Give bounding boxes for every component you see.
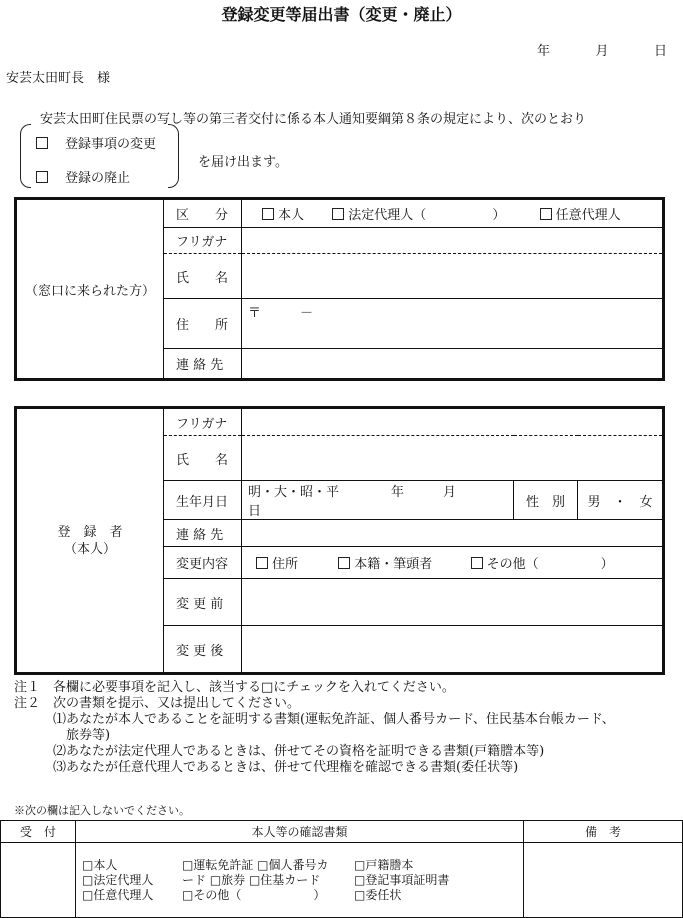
office-header-remarks: 備 考	[524, 821, 683, 843]
date-month: 月	[595, 44, 609, 59]
office-list-person: □本人 □法定代理人 □任意代理人	[82, 857, 154, 902]
checkbox-abolish[interactable]	[36, 171, 48, 183]
date-line	[537, 40, 667, 59]
checkbox-change[interactable]	[36, 137, 48, 149]
note-line: ⑶あなたが任意代理人であるときは、併せて代理権を確認できる書類(委任状等)	[14, 760, 519, 775]
note-line: 注１ 各欄に必要事項を記入し、該当する□にチェックを入れてください。	[14, 680, 455, 695]
checkbox-legal-agent[interactable]	[332, 208, 344, 220]
registrant-section	[16, 408, 164, 674]
note-line: 注２ 次の書類を提示、又は提出してください。	[14, 696, 301, 711]
note-line: ⑴あなたが本人であることを証明する書類(運転免許証、個人番号カード、住民基本台帳カード、	[14, 712, 615, 727]
registrant-furigana-label: フリガナ	[164, 408, 242, 436]
visitor-furigana-field[interactable]	[242, 228, 664, 254]
form-title: 登録変更等届出書（変更・廃止）	[221, 5, 462, 24]
registrant-name-field[interactable]	[242, 436, 664, 481]
visitor-name-field[interactable]	[242, 254, 664, 299]
right-brace	[168, 124, 179, 188]
date-year: 年	[537, 44, 551, 59]
registrant-name-label: 氏 名	[164, 436, 242, 481]
before-field[interactable]	[242, 579, 664, 626]
registrant-furigana-field[interactable]	[242, 408, 664, 436]
note-line: 旅券等)	[14, 728, 111, 743]
change-content-options: 住所 本籍・筆頭者 その他（ ）	[242, 547, 664, 579]
office-note: ※次の欄は記入しないでください。	[14, 804, 190, 817]
kubun-label: 区 分	[164, 199, 242, 228]
checkbox-voluntary-agent[interactable]	[540, 208, 552, 220]
registrant-table	[14, 406, 665, 675]
date-day: 日	[653, 44, 667, 59]
after-field[interactable]	[242, 626, 664, 674]
option-abolish[interactable]: 登録の廃止	[36, 167, 130, 186]
office-table	[0, 820, 683, 918]
left-brace	[20, 124, 31, 188]
registrant-section-sub: （本人）	[63, 541, 116, 557]
visitor-contact-field[interactable]	[242, 349, 664, 380]
kubun-options: 本人 法定代理人（ ） 任意代理人	[242, 199, 664, 228]
office-header-reception: 受 付	[1, 821, 76, 843]
change-content-label: 変更内容	[164, 547, 242, 579]
note-line: ⑵あなたが法定代理人であるときは、併せてその資格を証明できる書類(戸籍謄本等)	[14, 744, 545, 759]
notes	[14, 680, 615, 776]
office-docs-cell	[76, 843, 524, 918]
office-header-docs: 本人等の確認書類	[76, 821, 524, 843]
postal-mark: 〒 －	[248, 306, 314, 321]
dob-label: 生年月日	[164, 481, 242, 520]
option-change[interactable]: 登録事項の変更	[36, 133, 156, 152]
registrant-contact-field[interactable]	[242, 520, 664, 547]
registrant-contact-label: 連 絡 先	[164, 520, 242, 547]
visitor-section-label: （窓口に来られた方）	[16, 199, 164, 380]
visitor-contact-label: 連 絡 先	[164, 349, 242, 380]
checkbox-other[interactable]	[471, 557, 483, 569]
office-remarks-cell	[524, 843, 683, 918]
dob-field[interactable]: 明・大・昭・平 年 月 日	[242, 481, 514, 520]
visitor-name-label: 氏 名	[164, 254, 242, 299]
addressee: 安芸太田町長 様	[6, 71, 111, 86]
visitor-address-field[interactable]	[242, 299, 664, 349]
submit-text: を届け出ます。	[198, 155, 288, 170]
gender-label: 性 別	[514, 481, 578, 520]
checkbox-self[interactable]	[262, 208, 274, 220]
before-label: 変 更 前	[164, 579, 242, 626]
office-reception-cell	[1, 843, 76, 918]
visitor-furigana-label: フリガナ	[164, 228, 242, 254]
visitor-table	[14, 197, 665, 381]
gender-field[interactable]: 男 ・ 女	[578, 481, 664, 520]
intro-text: 安芸太田町住民票の写し等の第三者交付に係る本人通知要綱第８条の規定により、次のとおり	[40, 112, 587, 127]
checkbox-address[interactable]	[256, 557, 268, 569]
after-label: 変 更 後	[164, 626, 242, 674]
registrant-section-label: 登 録 者	[57, 524, 123, 540]
visitor-address-label: 住 所	[164, 299, 242, 349]
office-list-id: □運転免許証 □個人番号カ ード □旅券 □住基カード □その他（ ）	[182, 857, 329, 902]
checkbox-honseki[interactable]	[338, 557, 350, 569]
office-list-proof: □戸籍謄本 □登記事項証明書 □委任状	[354, 857, 450, 902]
